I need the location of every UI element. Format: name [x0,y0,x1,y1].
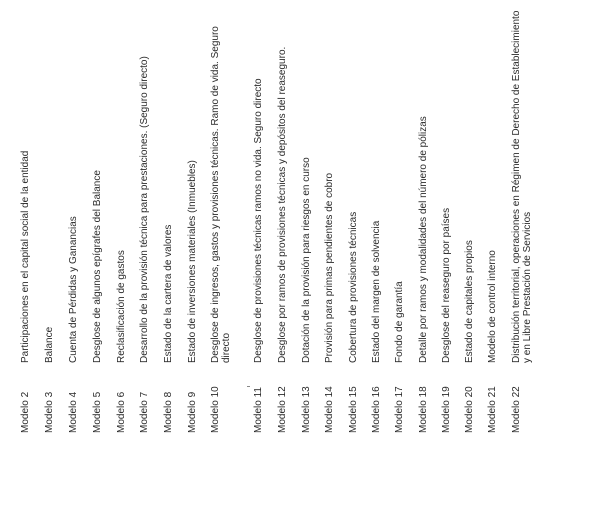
model-description: Estado de capitales propios [464,240,475,363]
model-number: Modelo 11 [253,387,264,433]
model-number: Modelo 17 [394,386,405,433]
model-description: Cobertura de provisiones técnicas [348,211,359,363]
model-description: Desglose del reaseguro por países [441,207,452,363]
model-number: Modelo 21 [487,386,498,433]
model-number: Modelo 9 [187,391,198,433]
model-number: Modelo 22 [511,386,522,433]
model-number: Modelo 2 [20,391,31,433]
model-number: Modelo 4 [68,391,79,433]
model-description: Reclasificación de gastos [116,250,127,363]
model-description: Modelo de control interno [487,250,498,363]
model-number: Modelo 16 [371,386,382,433]
model-number: Modelo 19 [441,386,452,433]
model-description: Balance [44,326,55,363]
model-number: Modelo 15 [348,386,359,433]
model-number: Modelo 6 [116,391,127,433]
model-description: Dotación de la provisión para riesgos en curso [301,157,312,363]
model-description: Detalle por ramos y modalidades del número de pólizas [418,116,429,363]
model-description: Estado de la cartera de valores [163,224,174,363]
model-description: Desglose de algunos epígrafes del Balance [92,170,103,363]
scan-mark [247,386,250,387]
model-description: Estado de inversiones materiales (Inmuebles) [187,160,198,363]
model-description: Desglose de ingresos, gastos y provisiones técnicas. Ramo de vida. Seguro directo [210,26,232,363]
model-description: Cuenta de Pérdidas y Ganancias [68,216,79,363]
model-description: Fondo de garantía [394,281,405,363]
model-description: Estado del margen de solvencia [371,220,382,363]
model-description: Provisión para primas pendientes de cobro [324,172,335,363]
model-number: Modelo 14 [324,386,335,433]
model-number: Modelo 18 [418,386,429,433]
model-description: Desglose por ramos de provisiones técnicas y depósitos del reaseguro. [277,46,288,363]
model-number: Modelo 13 [301,386,312,433]
model-number: Modelo 8 [163,391,174,433]
model-number: Modelo 20 [464,386,475,433]
model-description: Desarrollo de la provisión técnica para prestaciones. (Seguro directo) [139,56,150,363]
model-number: Modelo 12 [277,386,288,433]
model-number: Modelo 10 [210,386,221,433]
model-description: Participaciones en el capital social de la entidad [20,150,31,363]
model-number: Modelo 3 [44,391,55,433]
model-description: Desglose de provisiones técnicas ramos no vida. Seguro directo [253,78,264,363]
model-description: Distribución territorial, operaciones en Régimen de Derecho de Establecimiento y en Libre Prestación de Servicios [511,10,533,363]
model-number: Modelo 5 [92,391,103,433]
model-number: Modelo 7 [139,391,150,433]
